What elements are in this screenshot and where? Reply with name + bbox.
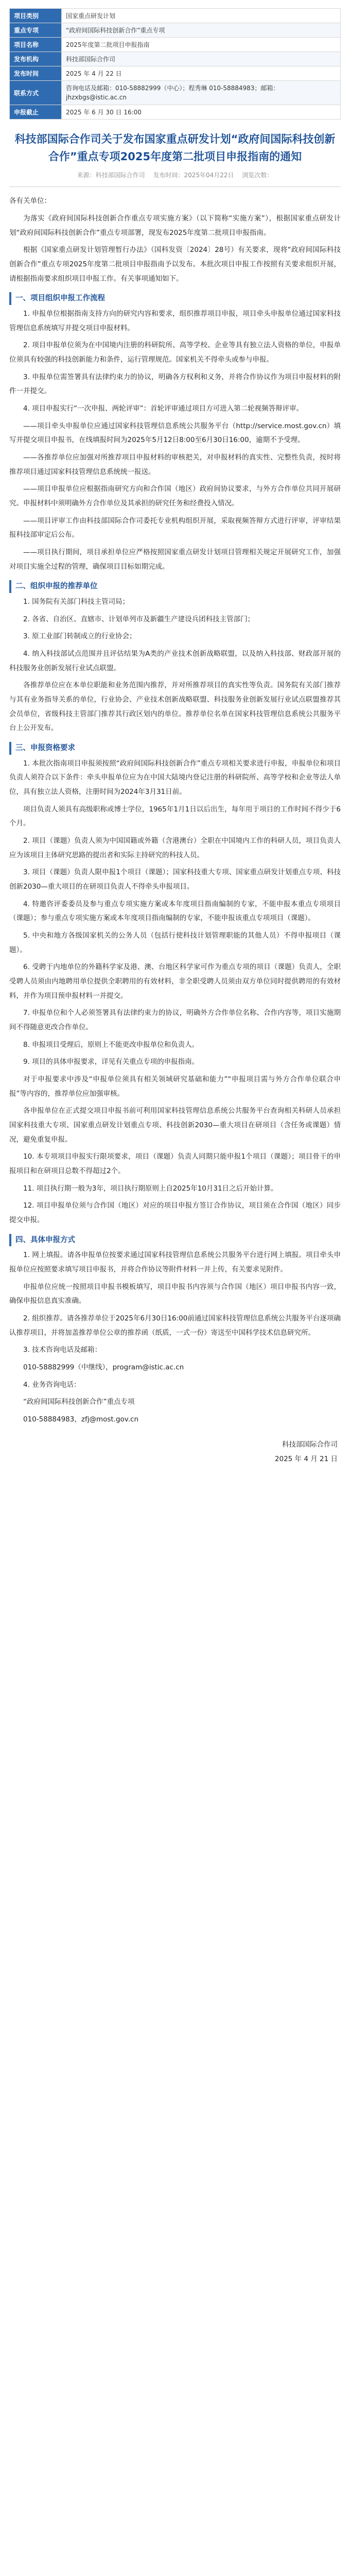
meta-key: 项目类别 — [10, 9, 62, 23]
meta-row — [10, 23, 341, 38]
section-paragraph: ——项目申报单位应根据指南研究方向和合作国（地区）政府间协议要求，与外方合作单位共同开展研究。申报材料中须明确外方合作单位及其承担的研究任务和经费投入情况。 — [9, 485, 341, 507]
section-paragraph: 项目负责人须具有高级职称或博士学位，1965年1月1日以后出生，每年用于项目的工作时间不得少于6个月。 — [9, 805, 341, 828]
section-paragraph: 010-58882999（中继线），program@istic.ac.cn — [23, 1363, 184, 1372]
publish-date: 发布时间：2025年04月22日 — [153, 172, 234, 179]
view-count: 浏览次数： — [242, 172, 273, 179]
meta-row — [10, 38, 341, 52]
meta-key: 联系方式 — [10, 81, 62, 105]
section-paragraph: 9. 项目的具体申报要求，详见有关重点专项的申报指南。 — [23, 1058, 199, 1066]
meta-value: 咨询电话及邮箱：010-58882999（中心）；程秀琳 010-58884983；邮箱：jhzxbgs@istic.ac.cn — [62, 81, 341, 105]
meta-key: 发布机构 — [10, 52, 62, 66]
section-paragraph: 1. 网上填报。请各申报单位按要求通过国家科技管理信息系统公共服务平台进行网上填报。项目牵头申报单位应按照要求填写项目申报书，并将合作协议等附件材料一并上传，有关要求见附件。 — [9, 1251, 341, 1274]
section-paragraph: 1. 国务院有关部门科技主管司局； — [23, 597, 130, 606]
section-paragraph: 5. 中央和地方各级国家机关的公务人员（包括行使科技计划管理职能的其他人员）不得申报项目（课题）。 — [9, 931, 341, 954]
section-paragraph: 各申报单位在正式提交项目申报书前可利用国家科技管理信息系统公共服务平台查询相关科研人员承担国家科技重大专项、国家重点研发计划重点专项、科技创新2030—重大项目在研项目（含任务或课题）情况，避免重复申报。 — [9, 1107, 341, 1144]
meta-value: 国家重点研发计划 — [62, 9, 341, 23]
section-paragraph: 2. 项目申报单位须为在中国境内注册的科研院所、高等学校、企业等具有独立法人资格的单位，申报单位须具有较强的科技创新能力和条件，运行管理规范。国家机关不得牵头或参与申报。 — [9, 341, 341, 364]
section-paragraph: 10. 本专项项目申报实行限项要求，项目（课题）负责人同期只能申报1个项目（课题）；项目骨干的申报项目和在研项目总数不得超过2个。 — [9, 1153, 341, 1176]
section-paragraph: 2. 组织推荐。请各推荐单位于2025年6月30日16:00前通过国家科技管理信息系统公共服务平台逐项确认推荐项目，并将加盖推荐单位公章的推荐函（纸质，一式一份）寄送至中国科学技术信息研究所。 — [9, 1314, 341, 1337]
section-paragraph: 对于申报要求中涉及“申报单位须具有相关领域研究基础和能力”“申报项目需与外方合作单位联合申报”等内容的，推荐单位应加强审核。 — [9, 1075, 341, 1098]
section-paragraph: 4. 纳入科技部试点范围并且评估结果为A类的产业技术创新战略联盟，以及纳入科技部、财政部开展的科技服务业创新发展行业试点联盟。 — [9, 649, 341, 672]
signing-date: 2025 年 4 月 21 日 — [274, 1455, 338, 1464]
intro-paragraph: 根据《国家重点研发计划管理暂行办法》（国科发资〔2024〕28号）有关要求，现将“政府间国际科技创新合作”重点专项2025年度第二批项目申报指南予以发布。本批次项目申报工作按照有关要求组织开展，请根据指南要求组织项目申报工作。有关事项通知如下。 — [9, 246, 341, 283]
signing-org: 科技部国际合作司 — [282, 1440, 338, 1449]
section-paragraph: 1. 申报单位根据指南支持方向的研究内容和要求，组织推荐项目申报，项目牵头申报单位通过国家科技管理信息系统填写并提交项目申报材料。 — [9, 309, 341, 332]
section-paragraph: 3. 原工业部门转制成立的行业协会； — [23, 632, 136, 641]
meta-row — [10, 105, 341, 120]
section-paragraph: ——项目评审工作由科技部国际合作司委托专业机构组织开展，采取视频答辩方式进行评审，评审结果报科技部审定后公布。 — [9, 516, 341, 539]
section-paragraph: 1. 本批次指南项目申报须按照“政府间国际科技创新合作”重点专项相关要求进行申报，申报单位和项目负责人须符合以下条件：牵头申报单位应为在中国大陆境内登记注册的科研院所、高等学校和企业等法人单位，具有独立法人资格，注册时间为2024年3月31日前。 — [9, 759, 341, 796]
section-paragraph: 2. 各省、自治区、直辖市、计划单列市及新疆生产建设兵团科技主管部门； — [23, 615, 255, 623]
section-paragraph: ——项目执行期间，项目承担单位应严格按照国家重点研发计划项目管理相关规定开展研究工作，加强对项目实施全过程的管理，确保项目目标如期完成。 — [9, 548, 341, 571]
section-paragraph: 4. 项目申报实行“一次申报、两轮评审”：首轮评审通过项目方可进入第二轮视频答辩评审。 — [23, 404, 304, 413]
meta-value: 2025 年 4 月 22 日 — [62, 66, 341, 81]
meta-value: 科技部国际合作司 — [62, 52, 341, 66]
section-heading: 一、项目组织申报工作流程 — [9, 292, 341, 305]
source-text: 来源：科技部国际合作司 — [77, 172, 145, 179]
section-paragraph: 申报单位应统一按照项目申报书模板填写，项目申报书内容须与合作国（地区）项目申报书内容一致，确保申报信息真实准确。 — [9, 1282, 341, 1306]
meta-value: 2025年度第二批项目申报指南 — [62, 38, 341, 52]
section-paragraph: ——各推荐单位应加强对所推荐项目申报材料的审核把关，对申报材料的真实性、完整性负责，按时将推荐项目通过国家科技管理信息系统统一报送。 — [9, 453, 341, 476]
meta-value: 2025 年 6 月 30 日 16:00 — [62, 105, 341, 120]
meta-row — [10, 9, 341, 23]
section-heading: 二、组织申报的推荐单位 — [9, 580, 341, 593]
section-paragraph: 3. 技术咨询电话及邮箱： — [23, 1346, 102, 1354]
section-paragraph: 6. 受聘于内地单位的外籍科学家及港、澳、台地区科学家可作为重点专项的项目（课题）负责人，全职受聘人员须由内地聘用单位提供全职聘用的有效材料，非全职受聘人员须由双方单位同时提供聘用的有效材料，并作为项目预申报材料一并提交。 — [9, 963, 341, 1000]
section-heading: 三、申报资格要求 — [9, 742, 341, 755]
section-paragraph: 4. 业务咨询电话： — [23, 1380, 81, 1389]
section-paragraph: 3. 申报单位需签署具有法律约束力的协议，明确各方权利和义务，并将合作协议作为项目申报材料的附件一并提交。 — [9, 372, 341, 396]
meta-key: 发布时间 — [10, 66, 62, 81]
section-paragraph: 7. 申报单位和个人必须签署具有法律约束力的协议，明确外方合作单位名称、合作内容等，项目实施期间不得随意更改合作单位。 — [9, 1009, 341, 1032]
section-paragraph: 010-58884983，zfj@most.gov.cn — [23, 1415, 139, 1424]
meta-row — [10, 66, 341, 81]
section-paragraph: 11. 项目执行期一般为3年，项目执行期原则上自2025年10月31日之后开始计算。 — [23, 1184, 278, 1193]
section-paragraph: ——项目牵头申报单位应通过国家科技管理信息系统公共服务平台（http://service.most.gov.cn）填写并提交项目申报书，在线填报时间为2025年5月12日8:00至6月30日16:00，逾期不予受理。 — [9, 421, 341, 445]
section-paragraph: 8. 申报项目受理后，原则上不能更改申报单位和负责人。 — [23, 1040, 199, 1049]
section-paragraph: “政府间国际科技创新合作”重点专项 — [23, 1398, 135, 1406]
project-meta-table — [9, 8, 341, 120]
section-paragraph: 3. 项目（课题）负责人限申报1个项目（课题）；国家科技重大专项、国家重点研发计划重点专项、科技创新2030—重大项目的在研项目负责人不得牵头申报项目。 — [9, 868, 341, 891]
signature-block — [9, 1437, 341, 1467]
meta-row — [10, 81, 341, 105]
meta-key: 申报截止 — [10, 105, 62, 120]
publish-info — [9, 171, 341, 179]
meta-key: 项目名称 — [10, 38, 62, 52]
section-paragraph: 4. 特邀咨评委委员及参与重点专项实施方案或本年度项目指南编制的专家，不能申报本重点专项项目（课题）；参与重点专项实施方案或本年度项目指南编制的专家，不能申报该重点专项项目（课题）。 — [9, 900, 341, 923]
page-title: 科技部国际合作司关于发布国家重点研发计划“政府间国际科技创新合作”重点专项2025年度第二批项目申报指南的通知 — [14, 133, 336, 163]
meta-value: “政府间国际科技创新合作”重点专项 — [62, 23, 341, 38]
intro-paragraph: 为落实《政府间国际科技创新合作重点专项实施方案》（以下简称“实施方案”），根据国家重点研发计划“政府间国际科技创新合作”重点专项部署，现发布2025年度第二批项目申报指南。 — [9, 214, 341, 237]
section-paragraph: 2. 项目（课题）负责人须为中国国籍或外籍（含港澳台）全职在中国境内工作的科研人员，项目负责人应为该项目主体研究思路的提出者和实际主持研究的科技人员。 — [9, 836, 341, 859]
section-paragraph: 各推荐单位应在本单位职能和业务范围内推荐，并对所推荐项目的真实性等负责。国务院有关部门推荐与其有业务指导关系的单位，行业协会、产业技术创新战略联盟、科技服务业创新发展行业试点联盟推荐其会员单位，省级科技主管部门推荐其行政区划内的单位。推荐单位名单在国家科技管理信息系统公共服务平台上公开发布。 — [9, 681, 341, 733]
meta-key: 重点专项 — [10, 23, 62, 38]
notice-body — [9, 194, 341, 1427]
section-paragraph: 12. 项目申报单位须与合作国（地区）对应的项目申报方签订合作协议，项目须在合作国（地区）同步提交申报。 — [9, 1201, 341, 1225]
meta-row — [10, 52, 341, 66]
salutation: 各有关单位： — [9, 197, 51, 206]
section-heading: 四、具体申报方式 — [9, 1234, 341, 1247]
